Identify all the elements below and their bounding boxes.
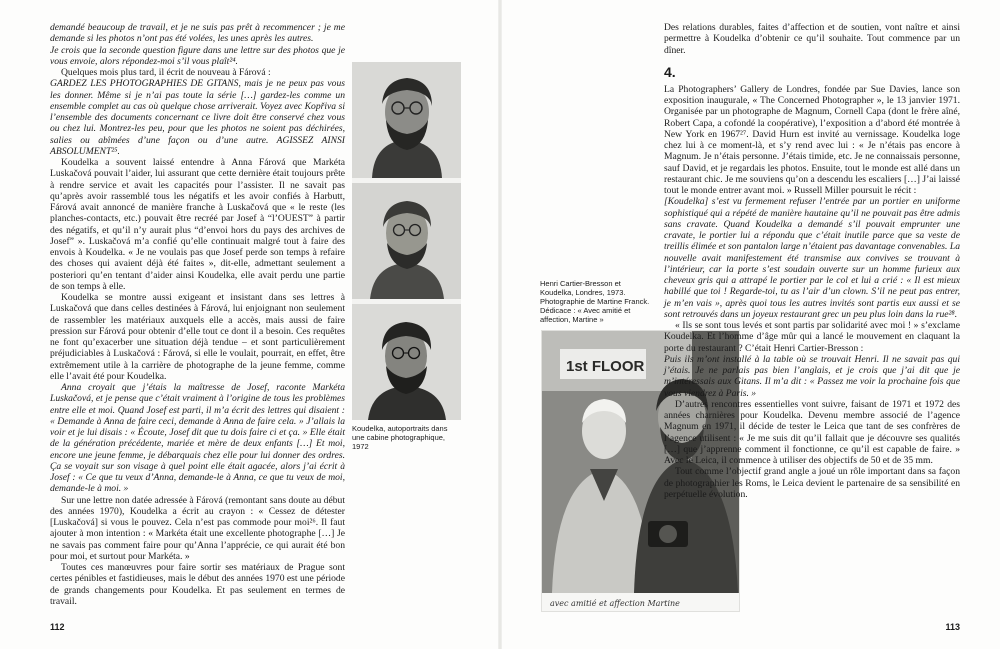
photo-caption: Henri Cartier-Bresson et Koudelka, Londres, 1973. Photographie de Martine Franck. Dédicace : « Avec amitié et affection, Martine » — [540, 279, 650, 324]
page-number: 113 — [945, 622, 960, 632]
photo-sign-text: 1st FLOOR — [566, 358, 645, 375]
block-quote: Puis ils m’ont installé à la table où se trouvait Henri. Il ne savait pas qui j’étais. Je ne parlais pas bien l’anglais, et je crois que j’ai dit que je m’intéressais aux Gitans. Il m’a dit : « Passez me voir la prochaine fois que vous viendrez à Paris. » — [664, 353, 960, 399]
book-gutter — [498, 0, 502, 649]
self-portrait-frame — [352, 62, 461, 178]
paragraph: La Photographers’ Gallery de Londres, fondée par Sue Davies, lance son exposition inaugurale, « The Concerned Photographer », le 13 janvier 1971. Organisée par un photographe de Magnum, Cornell Capa (dont le frère aîné, Robert Capa, a cofondé la coopérative), l’exposition a d’abord été montrée à New York en 1967²⁷. David Hurn est invité au vernissage. Koudelka loge chez lui à ce moment-là, et s’y rend avec lui : « Je n’étais pas encore à Magnum. Je n’étais personne. J’étais timide, etc. Je ne connaissais personne, sauf David, et je regardais les photos. Ensuite, tout le monde est allé dans un restaurant chic. Je me souviens qu’on a descendu les escaliers […] J’ai laissé tout le monde entrer avant moi. » Russell Miller poursuit le récit : — [664, 83, 960, 196]
section-number: 4. — [664, 63, 676, 80]
block-quote: GARDEZ LES PHOTOGRAPHIES DE GITANS, mais je ne peux pas vous les donner. Même si je n’ai pas toute la série […] gardez-les comme un ensemble complet au cas où quelque chose arriverait. Voyez avec Kopřiva si l’ensemble des documents concernant ce livre doit être conservé chez vous ou chez lui. Montrez-les peu, pour que les photos ne soient pas déchirées, salies ou abîmées d’une façon ou d’une autre. AGISSEZ AINSI ABSOLUMENT²⁵. — [50, 78, 345, 157]
block-quote: [Koudelka] s’est vu fermement refuser l’entrée par un portier en uniforme sophistiqué qui a répété de manière hautaine qu’il ne pouvait pas être admis sans cravate. Quand Koudelka a demandé s’il pouvait emprunter une cravate, le portier lui a répondu que c’était inutile parce que sa veste de treillis élimée et son pantalon large n’étaient pas davantage convenables. La nouvelle avait manifestement été transmise aux convives se trouvant à l’intérieur, car la porte s’est soudain ouverte sur un homme furieux aux cheveux gris qui a attrapé le portier par le col et lui a crié : « Il est mieux habillé que toi ! Regarde-toi, tu as l’air d’un clown. S’il ne peut pas entrer, je m’en vais », après quoi tous les autres invités sont partis eux aussi et se sont retrouvés dans un joyeux restaurant grec un peu plus loin dans la rue²⁸. — [664, 196, 960, 320]
paragraph: demandé beaucoup de travail, et je ne suis pas prêt à recommencer ; je me demande si les photos n’ont pas été volées, les unes après les autres. — [50, 22, 345, 45]
paragraph: D’autres rencontres essentielles vont suivre, faisant de 1971 et 1972 des années charnières pour Koudelka. Devenu membre associé de l’agence Magnum en 1971, il décide de tester le Leica que tant de ses confrères de l’agence utilisent : « Je me suis dit qu’il fallait que je découvre ses qualités […] que j’apprenne comment il fonctionne, ce qu’il est capable de faire. » Avec le Leica, il commence à utiliser des objectifs de 50 et de 35 mm. — [664, 398, 960, 466]
paragraph: Tout comme l’objectif grand angle a joué un rôle important dans sa façon de photographier les Roms, le Leica devient le partenaire de sa sensibilité en perpétuelle évolution. — [664, 466, 960, 500]
paragraph: Quelques mois plus tard, il écrit de nouveau à Fárová : — [61, 67, 271, 78]
paragraph: Koudelka se montre aussi exigeant et insistant dans ses lettres à Luskačová que dans celles destinées à Fárová, lui enjoignant non seulement de rassembler les matériaux auxquels elle a accès, mais aussi de faire pression sur Fárová pour obtenir d’elle tout ce dont il a besoin. Ces requêtes ne font qu’exacerber une situation déjà tendue – et sont particulièrement préjudiciables à Luskačová : Fárová, si elle le voulait, pourrait, en effet, être extrêmement utile à la carrière de photographe de la jeune femme, comme elle l’avait été pour Koudelka. — [50, 292, 345, 382]
block-quote: Anna croyait que j’étais la maîtresse de Josef, raconte Markéta Luskačová, et je pense que c’était vraiment à l’origine de tous les problèmes entre elle et moi. Quand Josef est parti, il m’a écrit des lettres qui disaient : « Demande à Anna de faire ceci, demande à Anna de faire cela. » J’allais la voir et je lui disais : « Écoute, Josef dit que tu dois faire ci et ça. » Elle était de la génération précédente, mariée et mère de deux enfants […] Et moi, encore une jeune femme, je débarquais chez elle pour lui donner des ordres. Ça se voyait sur son visage à quel point elle était agacée, alors j’ai écrit à Josef : « Ce que tu veux d’Anna, demande-le à Anna, ce que tu veux de moi, demande-le à moi. » — [50, 382, 345, 495]
paragraph: Koudelka a souvent laissé entendre à Anna Fárová que Markéta Luskačová pouvait l’aider, lui assurant que cette dernière était toujours prête à rendre service et avait les capacités pour l’assister. Il ne savait pas qu’après avoir rassemblé tous les négatifs et les avoir confiés à Harbutt, Fárová avait annoncé de manière franche à Luskačová que « le reste (les planches-contacts, etc.) pouvait être recréé par Josef à “l’OUEST” à partir des négatifs, et qu’il n’y aurait plus “d’envoi hors du pays des archives de Josef” ». Luskačová m’a confié qu’elle continuait malgré tout à faire des envois à Koudelka. « Je ne voulais pas que Josef perde son temps à refaire des choses qui avaient déjà été faites », dit-elle, admettant seulement a posteriori qu’en tentant d’aider ainsi Koudelka, elle avait perdu une partie de son temps à elle. — [50, 157, 345, 292]
paragraph: Je crois que la seconde question figure dans une lettre sur des photos que je vous envoie, alors répondez-moi s’il vous plaît²⁴. — [50, 44, 345, 67]
right-text-column — [664, 22, 960, 500]
self-portrait-frame — [352, 183, 461, 299]
photobooth-strip-image — [352, 62, 461, 420]
paragraph: Des relations durables, faites d’affection et de soutien, vont naître et ainsi permettre à Koudelka d’obtenir ce qu’il souhaite. Tout commence par un dîner. — [664, 22, 960, 56]
paragraph: Toutes ces manœuvres pour faire sortir ses matériaux de Prague sont certes pénibles et fastidieuses, mais le début des années 1970 est une période de grands changements pour Koudelka. Et pas seulement en termes de travail. — [50, 562, 345, 607]
left-text-column — [50, 22, 345, 607]
photo-dedication: avec amitié et affection Martine — [550, 599, 680, 608]
self-portrait-frame — [352, 304, 461, 420]
paragraph: « Ils se sont tous levés et sont partis par solidarité avec moi ! » s’exclame Koudelka. Et l’homme d’âge mûr qui a lancé le mouvement en claquant la porte du restaurant ? C’était Henri Cartier-Bresson : — [664, 320, 960, 354]
page-number: 112 — [50, 622, 65, 632]
paragraph: Sur une lettre non datée adressée à Fárová (remontant sans doute au début des années 1970), Koudelka a écrit au crayon : « Cessez de détester [Luskačová] si vous le pouvez. Cela n’est pas commode pour moi²⁶. Il faut ajouter à mon intention : « Markéta était une excellente photographe […] Je ne savais pas comment faire pour qu’Anna l’apprécie, ce qui aurait été bon pour moi, et surtout pour Markéta. » — [50, 494, 345, 562]
photo-caption: Koudelka, autoportraits dans une cabine photographique, 1972 — [352, 424, 448, 451]
